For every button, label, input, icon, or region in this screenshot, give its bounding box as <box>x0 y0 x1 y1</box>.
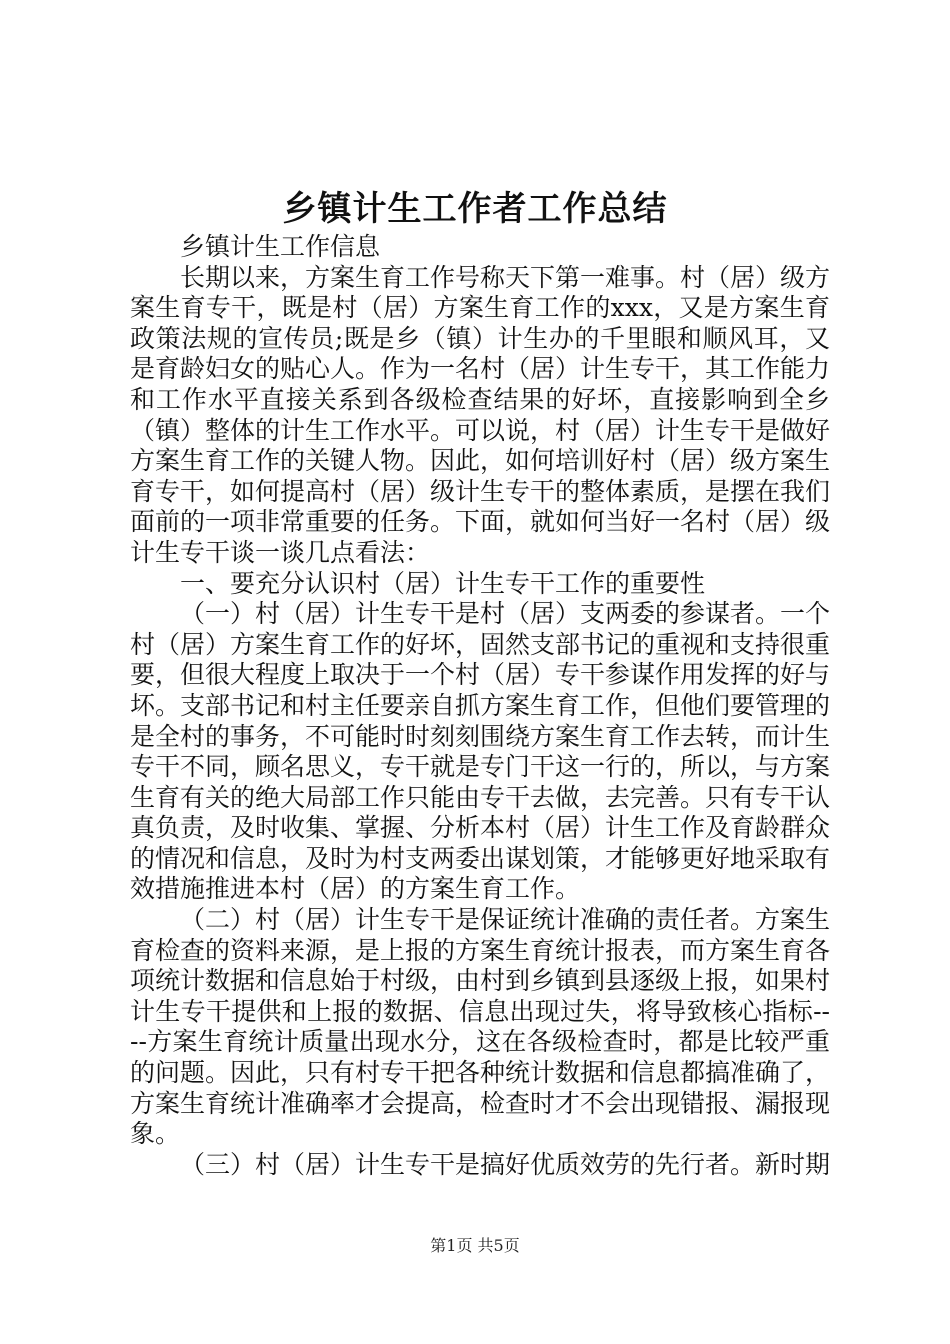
paragraph-point-1: （一）村（居）计生专干是村（居）支两委的参谋者。一个村（居）方案生育工作的好坏，固然支部书记的重视和支持很重要，但很大程度上取决于一个村（居）专干参谋作用发挥的好与坏。支部书记和村主任要亲自抓方案生育工作，但他们要管理的是全村的事务，不可能时时刻刻围绕方案生育工作去转，而计生专干不同，顾名思义，专干就是专门干这一行的，所以，与方案生育有关的绝大局部工作只能由专干去做，去完善。只有专干认真负责，及时收集、掌握、分析本村（居）计生工作及育龄群众的情况和信息，及时为村支两委出谋划策，才能够更好地采取有效措施推进本村（居）的方案生育工作。 <box>130 599 831 904</box>
document-subtitle: 乡镇计生工作信息 <box>180 232 381 261</box>
page-footer: 第1页 共5页 <box>430 1236 520 1255</box>
paragraph-intro: 长期以来，方案生育工作号称天下第一难事。村（居）级方案生育专干，既是村（居）方案生育工作的xxx，又是方案生育政策法规的宣传员;既是乡（镇）计生办的千里眼和顺风耳，又是育龄妇女的贴心人。作为一名村（居）计生专干，其工作能力和工作水平直接关系到各级检查结果的好坏，直接影响到全乡（镇）整体的计生工作水平。可以说，村（居）计生专干是做好方案生育工作的关键人物。因此，如何培训好村（居）级方案生育专干，如何提高村（居）级计生专干的整体素质，是摆在我们面前的一项非常重要的任务。下面，就如何当好一名村（居）级计生专干谈一谈几点看法： <box>130 262 831 567</box>
document-body <box>130 232 830 1180</box>
paragraph-point-3: （三）村（居）计生专干是搞好优质效劳的先行者。新时期 <box>180 1149 831 1179</box>
paragraph-point-2: （二）村（居）计生专干是保证统计准确的责任者。方案生育检查的资料来源，是上报的方案生育统计报表，而方案生育各项统计数据和信息始于村级，由村到乡镇到县逐级上报，如果村计生专干提供和上报的数据、信息出现过失，将导致核心指标----方案生育统计质量出现水分，这在各级检查时，都是比较严重的问题。因此，只有村专干把各种统计数据和信息都搞准确了，方案生育统计准确率才会提高，检查时才不会出现错报、漏报现象。 <box>130 905 831 1149</box>
section-heading-1: 一、要充分认识村（居）计生专干工作的重要性 <box>180 568 706 598</box>
document-title: 乡镇计生工作者工作总结 <box>282 189 668 229</box>
